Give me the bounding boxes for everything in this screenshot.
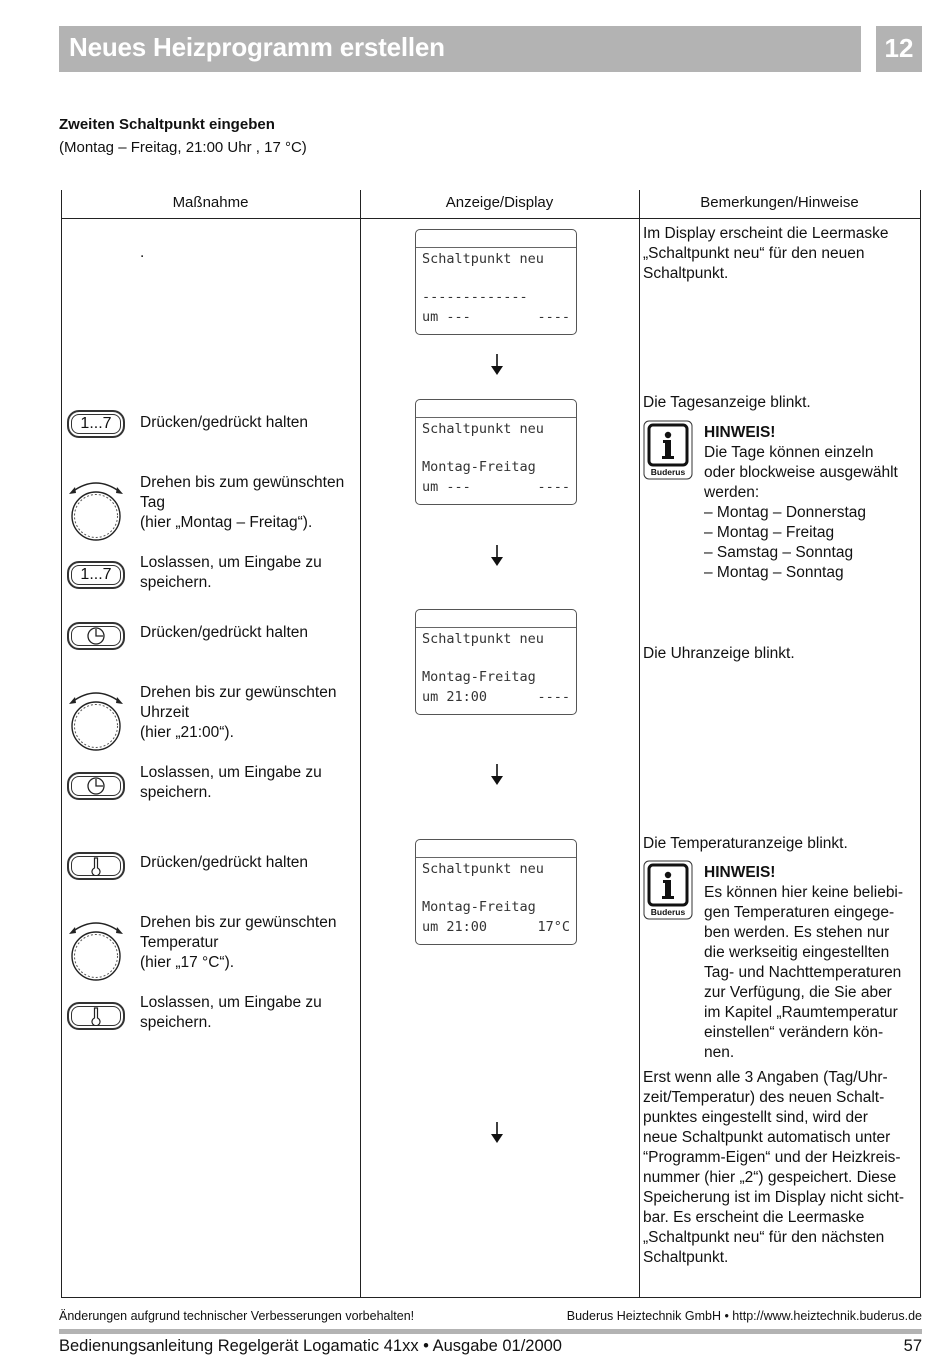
lcd-display-1: Schaltpunkt neu ------------- um --- ---- <box>415 229 577 335</box>
clock-button-press <box>67 622 125 650</box>
footer-book-title: Bedienungsanleitung Regelgerät Logamatic 41xx • Ausgabe 01/2000 <box>59 1337 562 1355</box>
action-text: Loslassen, um Eingabe zu speichern. <box>140 554 322 591</box>
down-arrow-icon <box>490 354 504 376</box>
action-text: Drehen bis zur gewünschten Temperatur (hier „17 °C“). <box>140 914 337 971</box>
days-button-press: 1...7 <box>67 410 125 438</box>
action-text: Drehen bis zur gewünschten Uhrzeit (hier „21:00“). <box>140 684 337 741</box>
clock-icon <box>86 626 106 646</box>
page-number: 57 <box>903 1337 922 1355</box>
footer-disclaimer: Änderungen aufgrund technischer Verbesserungen vorbehalten! <box>59 1309 415 1323</box>
lcd-display-2: Schaltpunkt neu Montag-Freitag um --- ---- <box>415 399 577 505</box>
footer-divider <box>59 1329 922 1334</box>
chapter-number: 12 <box>876 26 922 72</box>
info-note-icon <box>643 860 693 920</box>
down-arrow-icon <box>490 545 504 567</box>
table-border-left <box>61 190 62 1298</box>
thermometer-icon <box>86 856 106 876</box>
footer-company: Buderus Heiztechnik GmbH • http://www.heiztechnik.buderus.de <box>566 1309 922 1323</box>
action-text: Loslassen, um Eingabe zu speichern. <box>140 764 322 801</box>
remark-automatic-save: Erst wenn alle 3 Angaben (Tag/Uhr- zeit/Temperatur) des neuen Schalt- punktes eingestellt sind, wird der neue Schaltpunkt automatisch unter “Programm-Eigen“ und der Heizkreis- nummer (hier „2“) gespeichert. Diese Speicherung ist im Display nicht sicht- bar. Es erscheint die Leermaske „Schaltpunkt neu“ für den nächsten Schaltpunkt. <box>643 1069 905 1266</box>
clock-icon <box>86 776 106 796</box>
down-arrow-icon <box>490 1122 504 1144</box>
page-title: Neues Heizprogramm erstellen <box>69 32 445 62</box>
action-text: Drücken/gedrückt halten <box>140 854 309 871</box>
rotary-knob-icon <box>66 686 126 752</box>
action-text: Drücken/gedrückt halten <box>140 414 309 431</box>
down-arrow-icon <box>490 764 504 786</box>
table-header-divider <box>61 218 921 219</box>
rotary-knob-icon <box>66 476 126 542</box>
table-divider-2 <box>639 190 640 1298</box>
temperature-button-press <box>67 852 125 880</box>
action-text: Drücken/gedrückt halten <box>140 624 309 641</box>
note-temperatures: HINWEIS! Es können hier keine beliebi- gen Temperaturen eingege- ben werden. Es stehen nur die werkseitig eingestellten Tag- und Nachttemperaturen zur Verfügung, die Sie aber im Kapitel „Raumtemperatur einstellen“ verändern kön- nen. <box>704 864 904 1061</box>
lcd-display-4: Schaltpunkt neu Montag-Freitag um 21:00 17°C <box>415 839 577 945</box>
lcd-display-3: Schaltpunkt neu Montag-Freitag um 21:00 ---- <box>415 609 577 715</box>
temperature-button-release <box>67 1002 125 1030</box>
table-bottom-border <box>61 1297 921 1298</box>
chapter-header-bar <box>59 26 861 72</box>
row-marker: . <box>140 244 145 261</box>
thermometer-icon <box>86 1006 106 1026</box>
section-title: Zweiten Schaltpunkt eingeben <box>59 116 275 133</box>
action-text: Drehen bis zum gewünschten Tag (hier „Montag – Freitag“). <box>140 474 345 531</box>
table-border-right <box>920 190 921 1298</box>
info-note-icon <box>643 420 693 480</box>
svg-text:Buderus: Buderus <box>650 467 686 477</box>
note-days-selection: HINWEIS! Die Tage können einzeln oder blockweise ausgewählt werden: – Montag – Donnerstag – Montag – Freitag – Samstag – Sonntag – Montag – Sonntag <box>704 424 898 581</box>
clock-button-release <box>67 772 125 800</box>
days-button-release: 1...7 <box>67 561 125 589</box>
section-detail: (Montag – Freitag, 21:00 Uhr , 17 °C) <box>59 139 307 156</box>
column-header-massnahme: Maßnahme <box>172 194 249 211</box>
action-text: Loslassen, um Eingabe zu speichern. <box>140 994 322 1031</box>
remark-leermaske: Im Display erscheint die Leermaske „Schaltpunkt neu“ für den neuen Schaltpunkt. <box>643 225 889 282</box>
column-header-bemerkungen: Bemerkungen/Hinweise <box>700 194 859 211</box>
svg-text:Buderus: Buderus <box>650 907 686 917</box>
remark-uhranzeige: Die Uhranzeige blinkt. <box>643 645 795 662</box>
remark-temperaturanzeige: Die Temperaturanzeige blinkt. <box>643 835 848 852</box>
remark-tagesanzeige: Die Tagesanzeige blinkt. <box>643 394 811 411</box>
column-header-anzeige: Anzeige/Display <box>445 194 554 211</box>
table-divider-1 <box>360 190 361 1298</box>
rotary-knob-icon <box>66 916 126 982</box>
